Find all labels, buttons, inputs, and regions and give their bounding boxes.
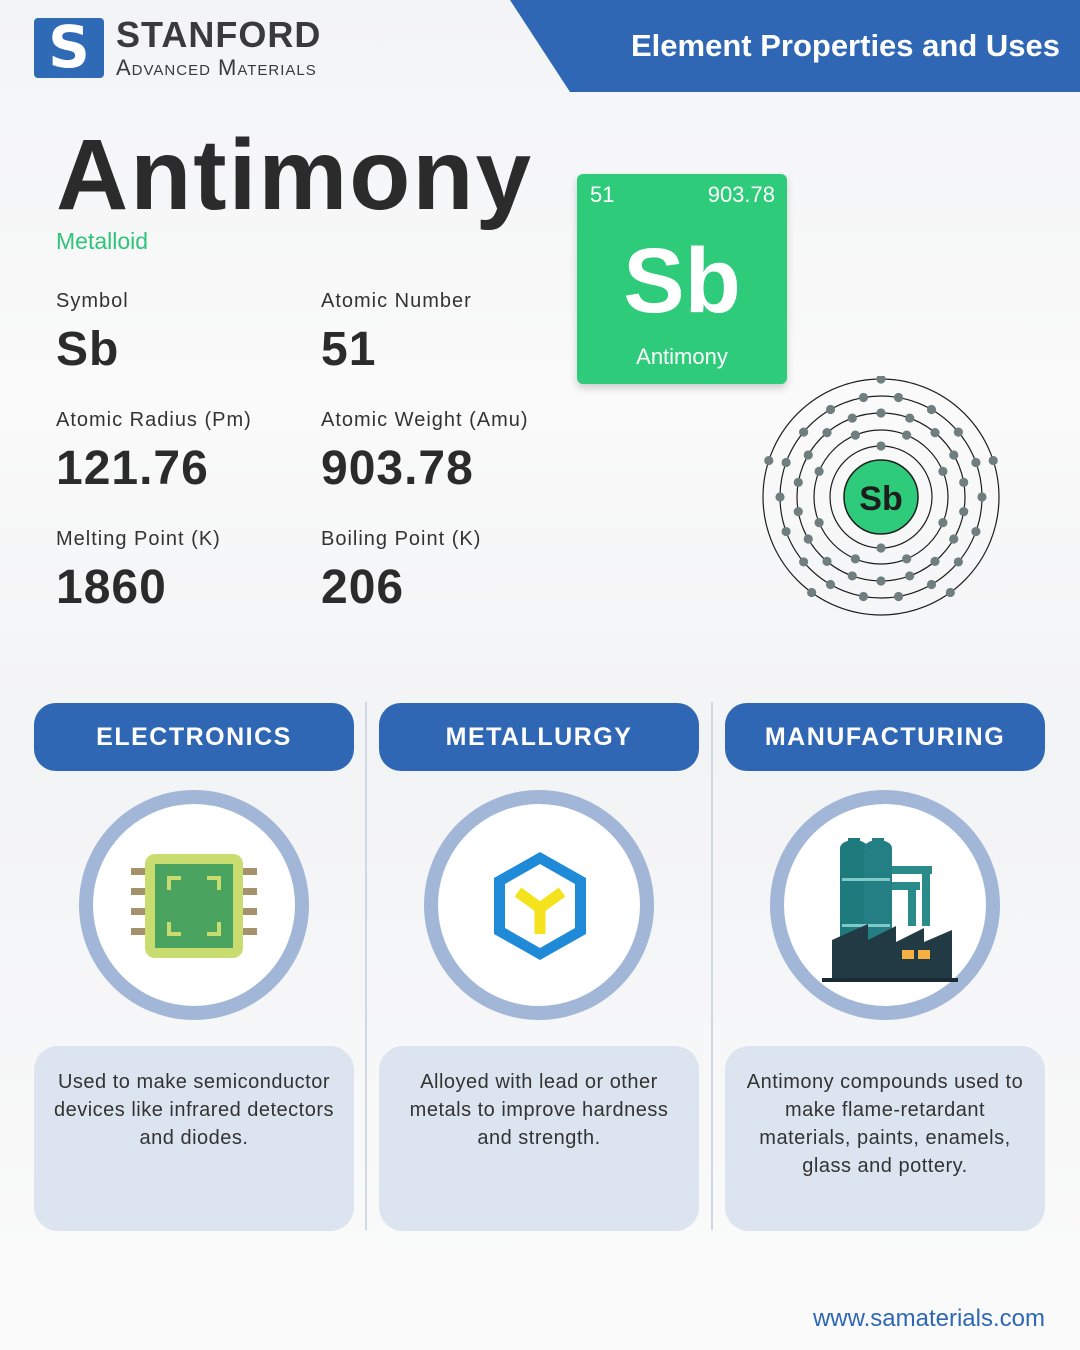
prop-atomic-number-label: Atomic Number — [321, 290, 472, 312]
electron — [989, 456, 998, 465]
column-divider — [365, 702, 367, 1230]
electron — [930, 557, 939, 566]
electron — [949, 450, 958, 459]
electron — [848, 413, 857, 422]
electron — [927, 405, 936, 414]
brand-name: STANFORD — [116, 14, 322, 55]
prop-symbol-label: Symbol — [56, 290, 129, 312]
electron — [764, 456, 773, 465]
tile-name: Antimony — [636, 344, 728, 369]
use-icon-ring-metallurgy — [424, 790, 654, 1020]
element-category: Metalloid — [56, 228, 149, 254]
electron — [902, 431, 911, 440]
electron — [822, 557, 831, 566]
electron — [905, 413, 914, 422]
electron — [876, 441, 885, 450]
electron — [804, 534, 813, 543]
electron — [794, 507, 803, 516]
electron — [781, 458, 790, 467]
electron — [905, 571, 914, 580]
electron — [822, 428, 831, 437]
electron — [971, 458, 980, 467]
factory-icon — [812, 832, 962, 982]
prop-melting-point-label: Melting Point (K) — [56, 528, 221, 550]
electron — [799, 557, 808, 566]
prop-atomic-weight-label: Atomic Weight (Amu) — [321, 409, 529, 431]
prop-atomic-weight-value: 903.78 — [321, 442, 474, 495]
electron — [826, 580, 835, 589]
use-icon-ring-electronics — [79, 790, 309, 1020]
electron — [815, 518, 824, 527]
hexagon-alloy-icon — [488, 848, 592, 964]
electron — [977, 492, 986, 501]
use-icon-ring-manufacturing — [770, 790, 1000, 1020]
electron — [794, 478, 803, 487]
electron — [876, 576, 885, 585]
electron — [902, 554, 911, 563]
atom-shell-diagram — [760, 376, 1002, 618]
electron — [894, 393, 903, 402]
electron — [971, 527, 980, 536]
tile-atomic-weight: 903.78 — [707, 182, 775, 207]
electron — [851, 431, 860, 440]
electron — [876, 408, 885, 417]
website-link[interactable]: www.samaterials.com — [812, 1305, 1045, 1332]
tile-atomic-number: 51 — [590, 182, 615, 207]
electron — [851, 554, 860, 563]
use-title-electronics: ELECTRONICS — [34, 703, 354, 771]
electron — [799, 427, 808, 436]
electron — [894, 592, 903, 601]
electron — [781, 527, 790, 536]
brand-subtitle: Advanced Materials — [116, 55, 317, 80]
use-title-metallurgy: METALLURGY — [379, 703, 699, 771]
prop-melting-point-value: 1860 — [56, 561, 167, 614]
electron — [946, 588, 955, 597]
column-divider — [711, 702, 713, 1230]
electron — [930, 428, 939, 437]
electron — [949, 534, 958, 543]
logo-letter: S — [48, 13, 90, 81]
electron — [804, 450, 813, 459]
use-title-manufacturing: MANUFACTURING — [725, 703, 1045, 771]
banner-title: Element Properties and Uses — [631, 28, 1060, 63]
tile-symbol: Sb — [623, 230, 741, 332]
electron — [775, 492, 784, 501]
chip-icon — [119, 834, 269, 976]
prop-symbol-value: Sb — [56, 323, 120, 376]
prop-atomic-radius-value: 121.76 — [56, 442, 209, 495]
nucleus-symbol: Sb — [859, 480, 903, 518]
electron — [848, 571, 857, 580]
electron — [959, 478, 968, 487]
element-tile — [577, 174, 787, 384]
prop-atomic-radius-label: Atomic Radius (Pm) — [56, 409, 252, 431]
electron — [954, 557, 963, 566]
prop-boiling-point-value: 206 — [321, 561, 405, 614]
electron — [876, 543, 885, 552]
electron — [959, 507, 968, 516]
use-description-metallurgy: Alloyed with lead or other metals to improve hardness and strength. — [379, 1046, 699, 1231]
electron — [954, 427, 963, 436]
electron — [927, 580, 936, 589]
electron — [815, 467, 824, 476]
element-name: Antimony — [56, 119, 534, 231]
use-description-electronics: Used to make semiconductor devices like infrared detectors and diodes. — [34, 1046, 354, 1231]
electron — [859, 592, 868, 601]
electron — [807, 588, 816, 597]
prop-atomic-number-value: 51 — [321, 323, 377, 376]
electron — [938, 467, 947, 476]
electron — [938, 518, 947, 527]
use-description-manufacturing: Antimony compounds used to make flame-retardant materials, paints, enamels, glass and pottery. — [725, 1046, 1045, 1231]
electron — [826, 405, 835, 414]
electron — [859, 393, 868, 402]
electron — [876, 376, 885, 384]
prop-boiling-point-label: Boiling Point (K) — [321, 528, 482, 550]
